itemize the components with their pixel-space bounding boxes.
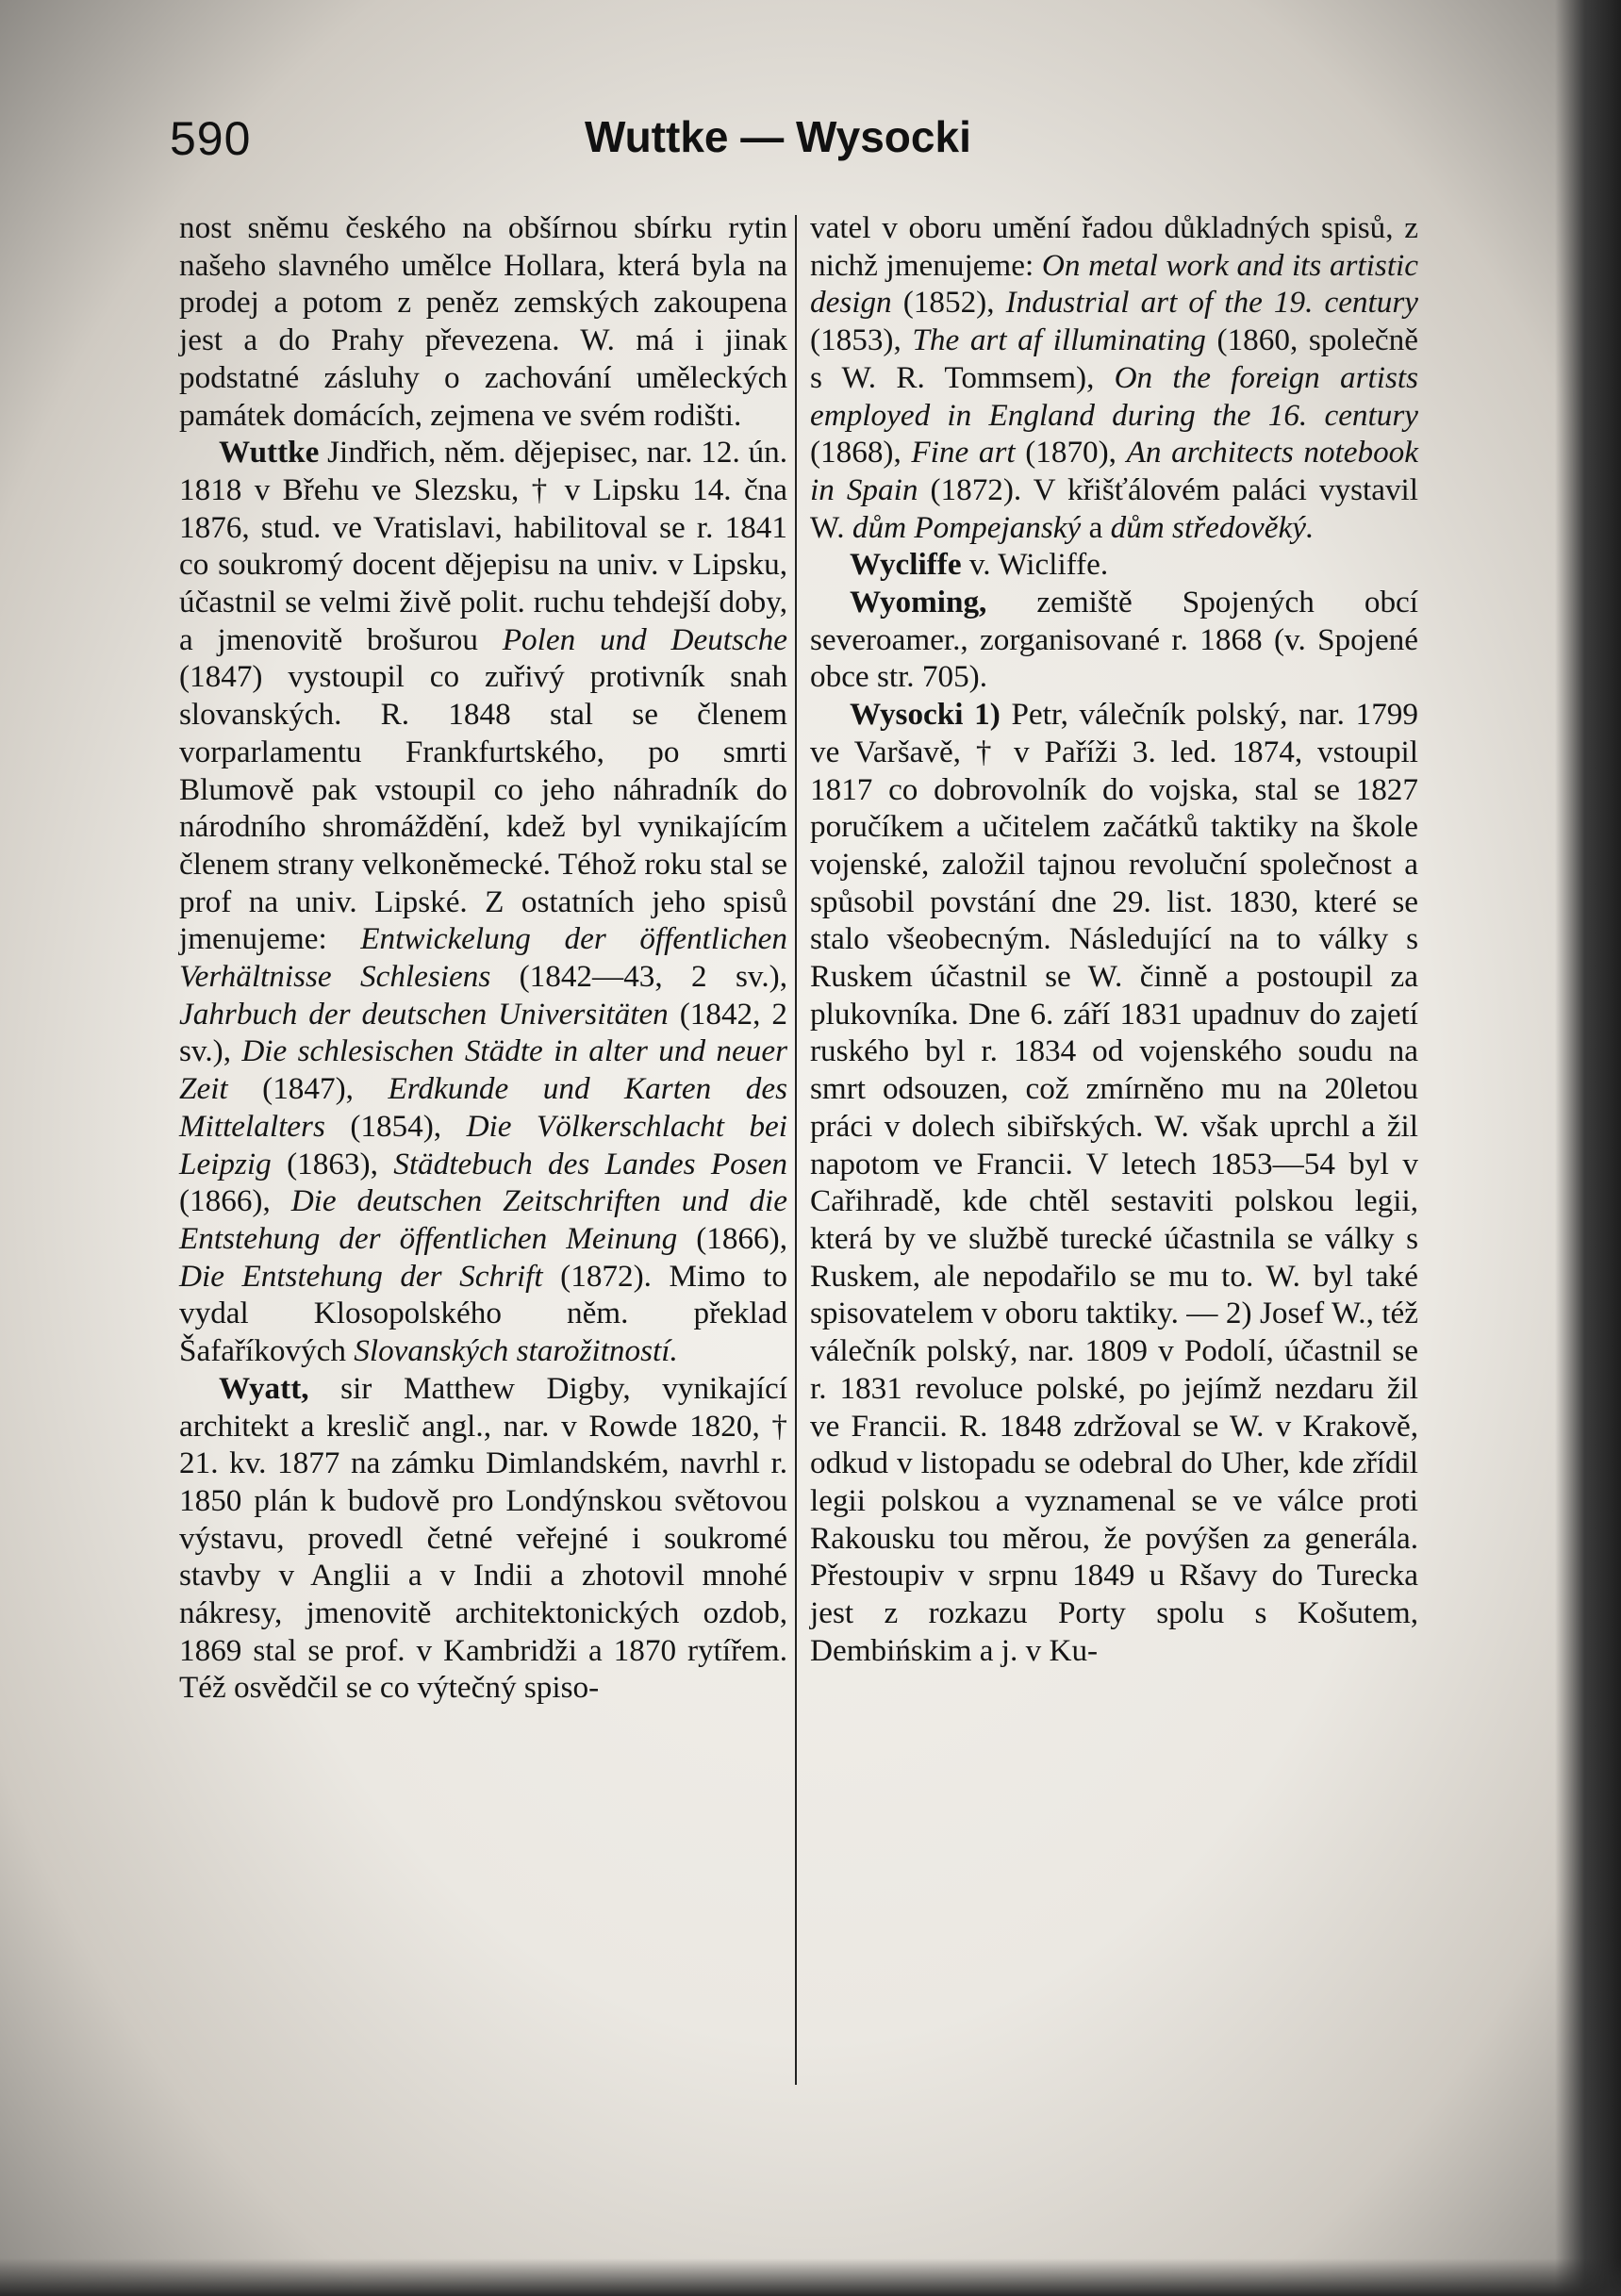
book-title: Die deutschen Zeitschriften und die Entstehung der öffentlichen Meinung bbox=[179, 1183, 788, 1256]
entry-headword: Wycliffe bbox=[850, 547, 962, 583]
book-title: Industrial art of the 19. century bbox=[1005, 285, 1418, 321]
book-title: The art af illuminating bbox=[912, 322, 1206, 358]
book-title: Entwickelung der öffentlichen Verhältnisse Schlesiens bbox=[179, 921, 787, 995]
running-title: Wuttke — Wysocki bbox=[585, 112, 971, 161]
entry-headword: Wuttke bbox=[219, 435, 320, 471]
scan-bottom-shadow bbox=[0, 2258, 1621, 2296]
book-title: Städtebuch des Landes Posen bbox=[393, 1146, 787, 1181]
book-title: Slovanských starožitností. bbox=[354, 1333, 678, 1369]
book-title: On metal work and its artistic design bbox=[810, 247, 1418, 321]
book-title: An architects notebook in Spain bbox=[810, 435, 1419, 507]
entry-wyoming: Wyoming, zemiště Spojených obcí severoamer., zorganisované r. 1868 (v. Spojené obce str. 705). bbox=[810, 585, 1418, 695]
continuation-paragraph: nost sněmu českého na obšírnou sbírku rytin našeho slavného umělce Hollara, která byla na prodej a potom z peněz zemských zakoupena jest a do Prahy převezena. W. má i jinak podstatné zásluhy o zachování uměleckých památek domácích, zejmena ve svém rodišti. bbox=[179, 210, 787, 433]
book-title: Polen und Deutsche bbox=[502, 621, 787, 657]
book-title: dům Pompejanský bbox=[852, 509, 1082, 545]
entry-wysocki: Wysocki 1) Petr, válečník polský, nar. 1799 ve Varšavě, † v Paříži 3. led. 1874, vstoupil 1817 co dobrovolník do vojska, stal se 1827 poručíkem a učitelem začátků taktiky na škole vojenské, založil tajnou revoluční společnost a spůsobil povstání dne 29. list. 1830, které se stalo všeobecným. Následující na to války s Ruskem účastnil se W. činně a postoupil za plukovníka. Dne 6. září 1831 upadnuv do zajetí ruského byl r. 1834 od vojenského soudu na smrt odsouzen, což zmírněno mu na 20letou práci v dolech sibiřských. W. však uprchl a žil napotom ve Francii. V letech 1853—54 byl v Cařihradě, kde chtěl sestaviti polskou legii, která by ve službě turecké účastnila se války s Ruskem, ale nepodařilo se mu to. W. byl také spisovatelem v oboru taktiky. — 2) Josef W., též válečník polský, nar. 1809 v Podolí, účastnil se r. 1831 revoluce polské, po jejímž nezdaru žil ve Francii. R. 1848 zdržoval se W. v Krakově, odkud v listopadu se odebral do Uher, kde zřídil legii polskou a vyznamenal se ve válce proti Rakousku tou měrou, že povýšen za generála. Přestoupiv v srpnu 1849 u Ršavy do Turecka jest z rozkazu Porty spolu s Košutem, Dembińskim a j. v Ku- bbox=[810, 697, 1418, 1668]
continuation-paragraph: vatel v oboru umění řadou důkladných spisů, z nichž jmenujeme: On metal work and its artistic design (1852), Industrial art of the 19. century (1853), The art af illuminating (1860, společně s W. R. Tommsem), On the foreign artists employed in England during the 16. century (1868), Fine art (1870), An architects notebook in Spain (1872). V křišťálovém paláci vystavil W. dům Pompejanský a dům středověký. bbox=[810, 210, 1419, 545]
right-column bbox=[810, 209, 1418, 1669]
column-divider bbox=[795, 215, 797, 2085]
book-title: dům středověký. bbox=[1110, 509, 1315, 545]
scan-edge-shadow bbox=[1555, 0, 1621, 2296]
book-title: Die Völkerschlacht bei Leipzig bbox=[179, 1108, 787, 1181]
left-column bbox=[179, 209, 787, 1707]
page-header bbox=[170, 111, 1414, 168]
entry-headword: Wysocki 1) bbox=[850, 697, 1001, 733]
entry-wycliffe: Wycliffe v. Wicliffe. bbox=[850, 547, 1109, 583]
page-number: 590 bbox=[170, 112, 252, 165]
book-title: Die Entstehung der Schrift bbox=[179, 1258, 543, 1294]
book-title: Fine art bbox=[911, 435, 1016, 471]
book-title: Die schlesischen Städte in alter und neuer Zeit bbox=[179, 1033, 787, 1107]
entry-wuttke: Wuttke Jindřich, něm. dějepisec, nar. 12. ún. 1818 v Břehu ve Slezsku, † v Lipsku 14. čna 1876, stud. ve Vratislavi, habilitoval se r. 1841 co soukromý docent dějepisu na univ. v Lipsku, účastnil se velmi živě polit. ruchu tehdejší doby, a jmenovitě brošurou Polen und Deutsche (1847) vystoupil co zuřivý protivník snah slovanských. R. 1848 stal se členem vorparlamentu Frankfurtského, po smrti Blumově pak vstoupil co jeho náhradník do národního shromáždění, kdež byl vynikajícím členem strany velkoněmecké. Téhož roku stal se prof na univ. Lipské. Z ostatních jeho spisů jmenujeme: Entwickelung der öffentlichen Verhältnisse Schlesiens (1842—43, 2 sv.), Jahrbuch der deutschen Universitäten (1842, 2 sv.), Die schlesischen Städte in alter und neuer Zeit (1847), Erdkunde und Karten des Mittelalters (1854), Die Völkerschlacht bei Leipzig (1863), Städtebuch des Landes Posen (1866), Die deutschen Zeitschriften und die Entstehung der öffentlichen Meinung (1866), Die Entstehung der Schrift (1872). Mimo to vydal Klosopolského něm. překlad Šafaříkových Slovanských starožitností. bbox=[179, 435, 788, 1369]
entry-headword: Wyatt, bbox=[219, 1370, 309, 1406]
entry-wyatt: Wyatt, sir Matthew Digby, vynikající architekt a kreslič angl., nar. v Rowde 1820, † 21. kv. 1877 na zámku Dimlandském, navrhl r. 1850 plán k budově pro Londýnskou světovou výstavu, provedl četné veřejné i soukromé stavby v Anglii a v Indii a zhotovil mnohé nákresy, jmenovitě architektonických ozdob, 1869 stal se prof. v Kambridži a 1870 rytířem. Též osvědčil se co výtečný spiso- bbox=[179, 1370, 787, 1706]
entry-headword: Wyoming, bbox=[850, 585, 987, 620]
book-title: On the foreign artists employed in England during the 16. century bbox=[810, 359, 1418, 433]
book-title: Erdkunde und Karten des Mittelalters bbox=[179, 1071, 787, 1144]
book-title: Jahrbuch der deutschen Universitäten bbox=[179, 996, 669, 1032]
